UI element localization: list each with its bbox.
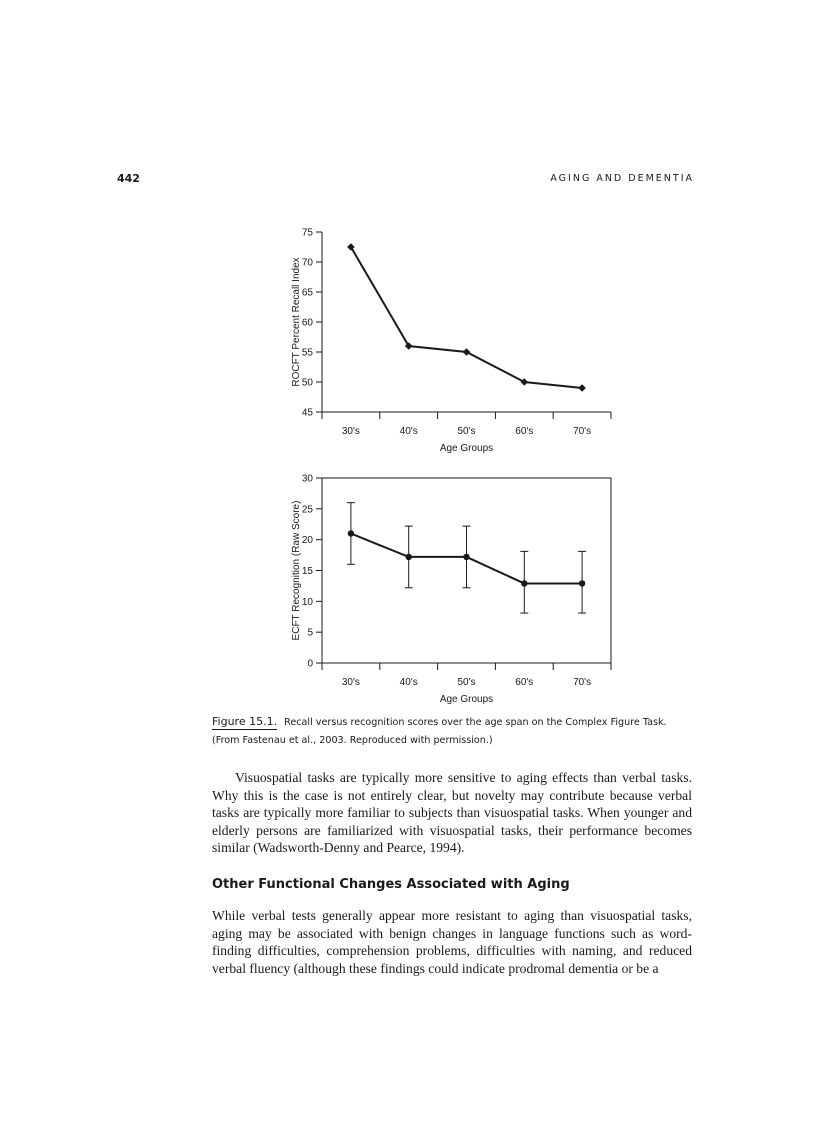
y-tick-label: 30 (301, 473, 313, 485)
section-heading: Other Functional Changes Associated with Aging (212, 877, 570, 892)
y-tick-label: 50 (301, 377, 313, 389)
figure-caption-text: Recall versus recognition scores over the age span on the Complex Figure Task. (From Fastenau et al., 2003. Reproduced with permission.) (212, 717, 667, 746)
series-line (351, 247, 582, 388)
y-tick-label: 10 (301, 596, 313, 608)
body-paragraph-1: Visuospatial tasks are typically more sensitive to aging effects than verbal tasks. Why this is the case is not entirely clear, but novelty may contribute because verbal tasks are typically more familiar to subjects than visuospatial tasks. When younger and elderly persons are familiarized with visuospatial tasks, their performance becomes similar (Wadsworth-Denny and Pearce, 1994). (212, 770, 692, 855)
x-tick-label: 40's (399, 426, 418, 437)
data-point (463, 348, 471, 356)
y-tick-label: 45 (301, 407, 313, 419)
x-tick-label: 60's (515, 426, 534, 437)
figure-caption (212, 713, 692, 750)
data-point (521, 378, 529, 386)
figure-label: Figure 15.1. (212, 715, 278, 728)
y-tick-label: 55 (301, 347, 313, 359)
recognition-chart (291, 474, 611, 706)
y-tick-label: 60 (301, 317, 313, 329)
x-tick-label: 30's (341, 426, 360, 437)
x-axis-title: Age Groups (439, 443, 494, 454)
y-axis-title: ROCFT Percent Recall Index (291, 257, 302, 387)
x-axis-title: Age Groups (439, 694, 494, 705)
data-point (463, 554, 469, 560)
x-tick-label: 50's (457, 677, 476, 688)
data-point (406, 554, 412, 560)
recall-chart (291, 228, 611, 455)
data-point (578, 384, 586, 392)
y-axis-title: ECFT Recognition (Raw Score) (291, 500, 302, 641)
page-number: 442 (117, 172, 140, 185)
x-tick-label: 40's (399, 677, 418, 688)
y-tick-label: 20 (301, 535, 313, 547)
y-tick-label: 0 (307, 658, 313, 670)
x-tick-label: 60's (515, 677, 534, 688)
data-point (521, 580, 527, 586)
y-tick-label: 15 (301, 566, 313, 577)
data-point (579, 580, 585, 586)
running-head: AGING AND DEMENTIA (550, 173, 694, 184)
data-point (348, 530, 354, 536)
x-tick-label: 70's (573, 677, 592, 688)
y-tick-label: 25 (301, 504, 313, 516)
y-tick-label: 70 (301, 257, 313, 269)
body-paragraph-2: While verbal tests generally appear more resistant to aging than visuospatial tasks, aging may be associated with benign changes in language functions such as word-finding difficulties, comprehension problems, difficulties with naming, and reduced verbal fluency (although these findings could indicate prodromal dementia or be a (212, 908, 692, 976)
x-tick-label: 50's (457, 426, 476, 437)
y-tick-label: 75 (301, 227, 313, 239)
y-tick-label: 5 (307, 627, 313, 639)
x-tick-label: 30's (341, 677, 360, 688)
x-tick-label: 70's (573, 426, 592, 437)
y-tick-label: 65 (301, 287, 313, 299)
